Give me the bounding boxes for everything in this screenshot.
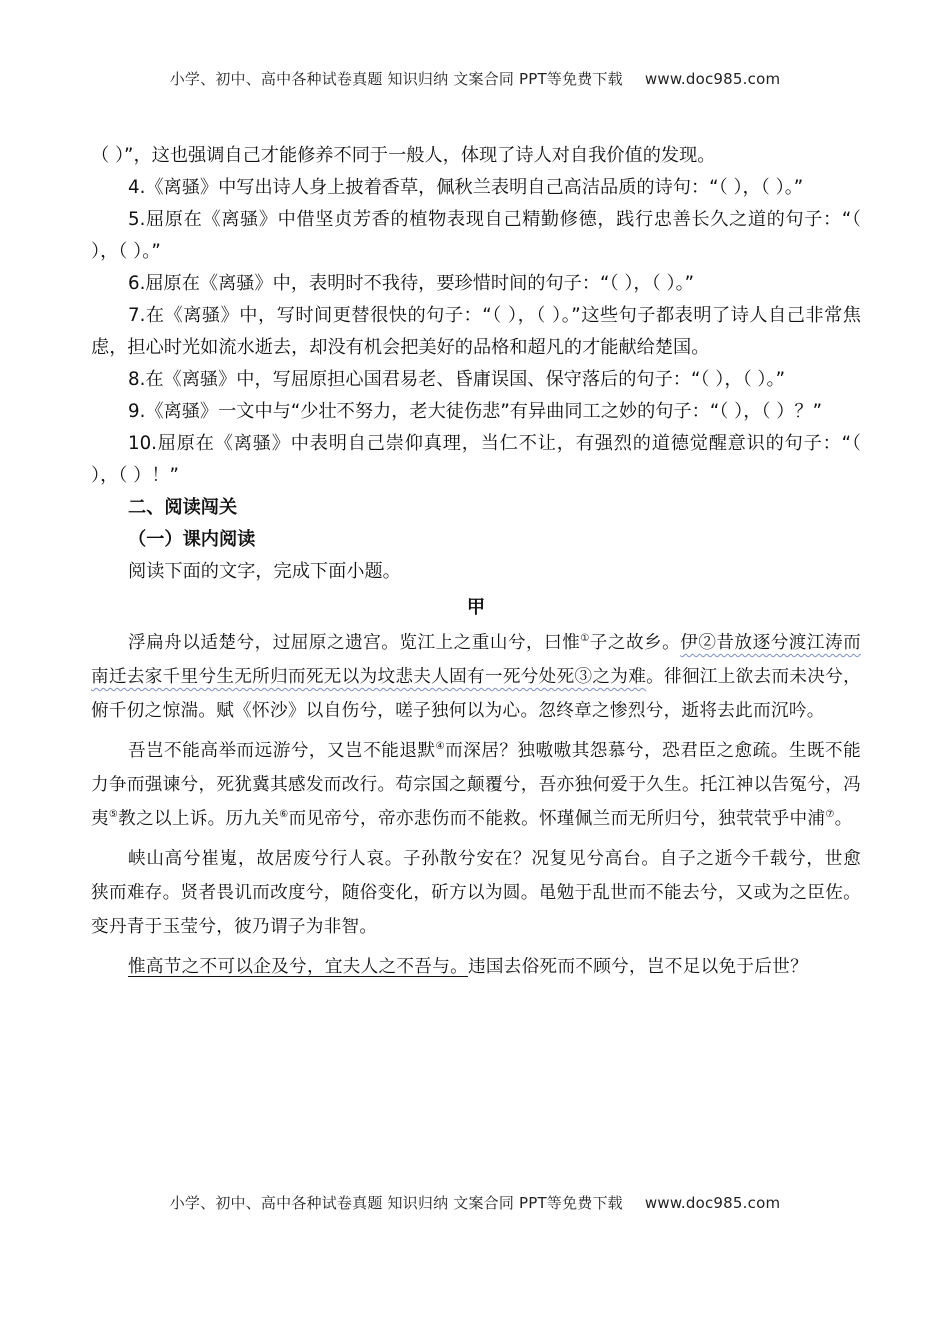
header-text: 小学、初中、高中各种试卷真题 知识归纳 文案合同 PPT等免费下载	[169, 70, 623, 88]
footnote-6: ⑥	[279, 809, 289, 821]
question-7: 7.在《离骚》中，写时间更替很快的句子：“（ ），（ ）。”这些句子都表明了诗人自己非常焦虑，担心时光如流水逝去，却没有机会把美好的品格和超凡的才能献给楚国。	[91, 305, 861, 358]
question-6: 6.屈原在《离骚》中，表明时不我待，要珍惜时间的句子：“（ ），（ ）。”	[128, 273, 695, 294]
p2-text-d: 而见帝兮，帝亦悲伤而不能救。怀瑾佩兰而无所归兮，独茕茕乎中浦	[288, 809, 826, 829]
footnote-4: ④	[435, 741, 446, 753]
question-9: 9.《离骚》一文中与“少壮不努力，老大徒伤悲”有异曲同工之妙的句子：“（ ），（ ）？”	[128, 401, 823, 422]
p1-text-c: 。徘徊江上欲去而未决兮，俯千仞之惊湍。赋《怀沙》以自伤兮，嗟子独何以为心。忽终章之惨烈兮，逝将去此而沉吟。	[91, 667, 861, 721]
p2-text-a: 吾岂不能高举而远游兮，又岂不能退默	[128, 741, 436, 761]
page-header	[0, 68, 950, 89]
question-10: 10.屈原在《离骚》中表明自己崇仰真理，当仁不让，有强烈的道德觉醒意识的句子：“（ ），（ ）！”	[91, 433, 861, 486]
p4-text-b: 违国去俗死而不顾兮，岂不足以免于后世？	[467, 957, 808, 977]
section-heading: 二、阅读闯关	[128, 497, 238, 518]
footnote-5: ⑤	[108, 809, 119, 821]
p1-text-b: 子之故乡。	[589, 633, 681, 653]
passage-paragraph-2	[91, 734, 861, 836]
passage-paragraph-3: 峡山高兮崔嵬，故居废兮行人哀。子孙散兮安在？况复见兮高台。自子之逝今千载兮，世愈狭而难存。贤者畏讥而改度兮，随俗变化，斫方以为圆。黾勉于乱世而不能去兮，又或为之臣佐。变丹青于玉莹兮，彼乃谓子为非智。	[91, 849, 861, 937]
footnote-1: ①	[580, 633, 590, 645]
p1-text-a: 浮扁舟以适楚兮，过屈原之遗宫。览江上之重山兮，曰惟	[128, 633, 581, 653]
question-8: 8.在《离骚》中，写屈原担心国君易老、昏庸误国、保守落后的句子：“（ ），（ ）。”	[128, 369, 786, 390]
p2-text-c: 教之以上诉。历九关	[118, 809, 280, 829]
question-5: 5.屈原在《离骚》中借坚贞芳香的植物表现自己精勤修德，践行忠善长久之道的句子：“（ ），（ ）。”	[91, 209, 861, 262]
underlined-sentence: 惟高节之不可以企及兮，宜夫人之不吾与。	[128, 957, 468, 977]
instruction: 阅读下面的文字，完成下面小题。	[128, 561, 401, 582]
header-site-link[interactable]: www.doc985.com	[644, 70, 781, 88]
passage-paragraph-4	[91, 950, 861, 984]
p2-text-e: 。	[834, 809, 853, 829]
sub-heading: （一）课内阅读	[128, 529, 256, 550]
page-footer	[0, 1192, 950, 1213]
footnote-7: ⑦	[825, 809, 835, 821]
question-3-tail: （ ）”，这也强调自己才能修养不同于一般人，体现了诗人对自我价值的发现。	[91, 145, 716, 166]
footer-text: 小学、初中、高中各种试卷真题 知识归纳 文案合同 PPT等免费下载	[169, 1194, 623, 1212]
passage-paragraph-1	[91, 626, 861, 728]
question-4: 4.《离骚》中写出诗人身上披着香草，佩秋兰表明自己高洁品质的诗句：“（ ），（ ）。”	[128, 177, 804, 198]
document-body	[91, 140, 861, 990]
unpunctuated-sentence: 伊②昔放逐兮渡江涛而南迁去家千里兮生无所归而死无以为坟悲夫人固有一死兮处死③之为难	[91, 633, 861, 687]
footer-site-link[interactable]: www.doc985.com	[644, 1194, 781, 1212]
p2-text-b: 而深居？独嗷嗷其怨慕兮，恐君臣之愈疏。生既不能力争而强谏兮，死犹冀其感发而改行。苟宗国之颠覆兮，吾亦独何爱于久生。托江神以告冤兮，冯夷	[91, 741, 862, 829]
passage-label: 甲	[466, 597, 486, 618]
